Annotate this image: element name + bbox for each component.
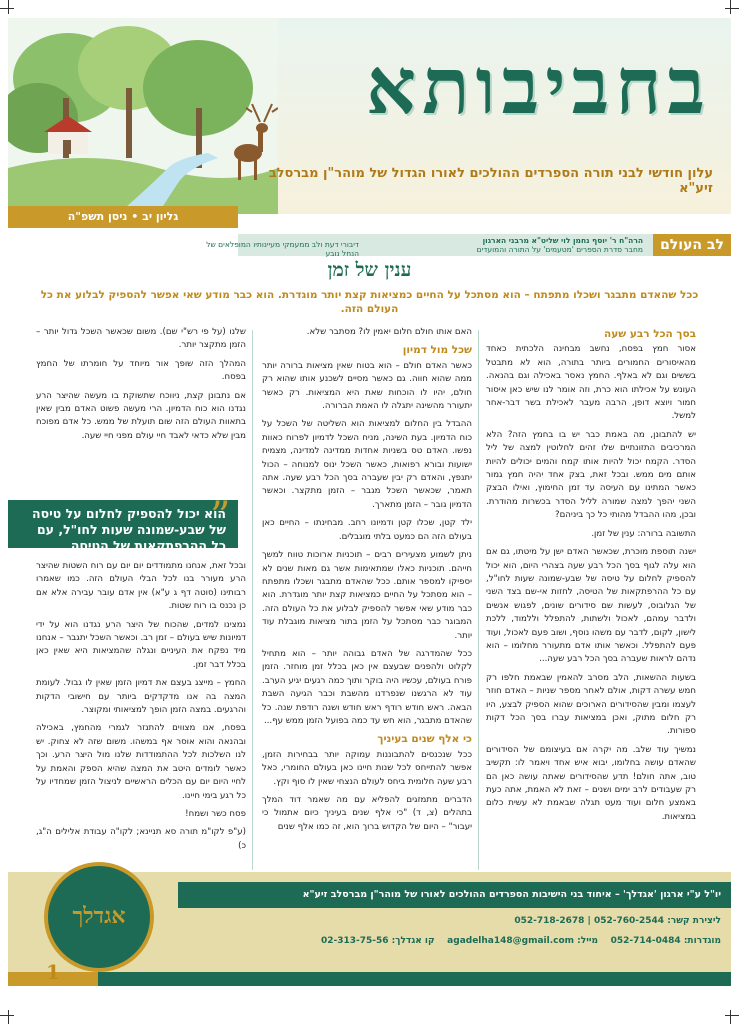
- quote-mark-icon: ”: [210, 494, 231, 540]
- paragraph: (ע"פ לקו"מ תורה סא תניינא; לקו"ה עבודת אלילים ה"ג, כ): [36, 827, 246, 851]
- organization-logo: אגדלך: [44, 862, 154, 972]
- article-column-right: [486, 326, 696, 870]
- paragraph: ההבדל בין החלום למציאות הוא השליטה של השכל על כוח הדמיון. בעת השינה, מניח השכל לדמיון לפרוח כאוות נפשו. האדם טס בשניות אחדות ממדינה למדינה, מצמיח ישועות ובורא רפואות, כאשר השכל ינוס למנוחה – הכול יתנפץ, והאדם רק יבין שעברה בסך הכל רבע שעה. אתה תאמר, שכאשר השכל מגבר – הזמן מתקצר. וכאשר הדמיון גובר – הזמן מתארך.: [262, 419, 472, 510]
- footer-details: [321, 936, 721, 946]
- forest-scene-illustration: [8, 18, 278, 214]
- paragraph: ישנה תוספת מוכרת, שכאשר האדם ישן על מיטתו, גם אם הוא עלה לגוף בסך הכל רבע שעה בצהרי היום, הוא יכול להספיק לחלום על טיסה של שבע-שמונה שעות לחו"ל, עם כל ההרפתקאות של הטיסה, לחזות אי-שם בצד השני של הגלובוס, לעשות שם סידורים שונים, לפגוש אנשים ולדבר עמהם, לאכול ולשתות, להתפלל וללמוד, ללכת לישון, לקום, לדבר עם משהו נוסף, ושוב פעם לאכול, ועוד פעם להתפלל. וכאשר אותו אדם מתעורר מחלומו – הוא נדהם לראות שעברה בסך הכל רבע שעה...: [486, 547, 696, 665]
- author-name: הרה"ח ר' יוסף נחמן לוי שליט"א מרבני הארגון: [482, 236, 643, 245]
- paragraph: ילד קטן, שכלו קטן ודמיונו רחב. מבחינתו – החיים כאן בעולם הזה הם כמעט בלתי מוגבלים.: [262, 518, 472, 542]
- paragraph: בשעות ההשאות, הלב מסרב להאמין שבאמת חלפו רק חמש עשרה דקות, אולם לאחר מספר שניות – האדם חוזר לעצמו ומבין שהסידורים הארוכים שהוא הספיק לבצע, היו רק חלום מתוק, ואכן במציאות עברו בסך הכל דקות ספורות.: [486, 672, 696, 737]
- paragraph: שלנו (על פי רש"י שם). משום שכאשר השכל גדול יותר – הזמן מתקצר יותר.: [36, 327, 246, 351]
- issue-badge: גליון יב • ניסן תשפ"ה: [8, 206, 238, 228]
- crop-mark: [0, 1015, 14, 1016]
- article-lead: ככל שהאדם מתבגר ושכלו מתפתח – הוא מסתכל על החיים כמציאות קצת יותר מוגדרת. הוא כבר מודע שאי אפשר להספיק לבלוע את כל העולם הזה.: [40, 289, 699, 315]
- bottom-stripe: [8, 972, 731, 986]
- email-link[interactable]: מייל: agadelha148@gmail.com: [447, 936, 599, 946]
- paragraph: נמשיך עוד שלב. מה יקרה אם בעיצומם של הסידורים שהאדם עושה בחלומו, יבוא איש אחד ויאמר לו: תקשיב טוב, אתה חולם! תדע שהסידורים שאתה עושה כאן הם רק שעבודים לרב ימים ושנים – זאת לא האמת, אתה כעת באמצע חלום ועוד מעט תגלה שבאמת לא עשית כלום במציאות.: [486, 744, 696, 822]
- paragraph: כאשר האדם חולם – הוא בטוח שאין מציאות ברורה יותר ממה שהוא חווה. גם כאשר מסיים לשכנע אותו שהוא רק חולם, יהיו לו הוכחות שאת היא המציאות. רק כאשר יתעורר מהשינה יתגלה לו האמת הברורה.: [262, 360, 472, 412]
- paragraph: המהלך הזה שופך אור מיוחד על חומרתו של החמץ בפסח.: [36, 358, 246, 383]
- author-subtitle: מחבר סדרת הספרים 'מטעמים' על התורה והמועדים: [476, 245, 643, 254]
- article-column-left-top: [36, 326, 246, 502]
- paragraph: פסח כשר ושמח!: [185, 808, 246, 819]
- paragraph: ניתן לשמוע מצעירים רבים – תוכניות ארוכות טווח למשך חייהם. תוכניות כאלו שמתאימות אשר גם מאות שנים לא יספיקו למספר אותם. ככל שהאדם מתבגר ושכלו מתפתח – הוא מסתכל על החיים כמציאות קצת יותר מוגדרת. הוא כבר מודע שאי אפשר להספיק לבלוע את כל העולם הזה. המבוגר כבר מסתכל על הזמן בתור מציאות מוגבלת עוד יותר.: [262, 550, 472, 641]
- paragraph: ככל שנכנסים להתבוננות עמוקה יותר בבחירות הזמן, אפשר להתייחס לכל שנות חיינו כאן בעולם החומרי, כאל רבע שעה חלומית ביחס לעולם הנצחי שאין לו סוף וקץ.: [262, 749, 472, 787]
- paragraph: החמץ – מייצג בעצם את דמיון הזמן שאין לו גבול. לעומת המצה בה אנו מדקדקים ביותר עם חישובי הדקות והרגעים. במצה הזמן הופך למציאותי ומקוצר.: [36, 678, 246, 716]
- paragraph: הדברים מתמזגים להפליא עם מה שאמר דוד המלך בתהלים (צ, ד) "כי אלף שנים בעיניך כיום אתמול כי יעבור" – היום של הקדוש ברוך הוא, זה כמו אלף שנים: [262, 795, 472, 832]
- page-number: 1: [46, 960, 60, 984]
- paragraph: יש להתבונן, מה באמת כבר יש בו בחמץ הזה? הלא המרכיבים התזונתיים שלו זהים לחלוטין למצה של ליל הסדר. הקמח יכול להיות אותו קמח והמים יכולים להיות אותם מים ממש. ובכל זאת, בצק אחד יהיה חמץ גמור כאשר המתינו עם העיסה עד זמן החימוץ, ואילו הבצק השני יהפך למצה שמורה לליל הסדר בכשרות מהודרת. ובכן, מהו ההבדל מהותי כל כך ביניהם?: [486, 429, 696, 521]
- crop-mark: [0, 8, 14, 9]
- pull-quote: הוא יכול להספיק לחלום על טיסה של שבע-שמונה שעות לחו"ל, עם כל ההרפתקאות של הטיסה: [8, 500, 238, 548]
- section-tag: לב העולם: [653, 234, 731, 256]
- paragraph: אסור חמץ בפסח, נחשב מבחינה הלכתית כאחד מהאיסורים החמורים ביותר בתורה, הוא לא מתבטל בששים וגם לא באלף. החמץ נאסר באכילה וגם בהנאה. העונש על אכילתו הוא כרת, וזה אומר לנו שיש כאן איסור חמור ויוצא דופן, הרבה מעבר לאכילת בשר דבר-אחר למשל.: [486, 344, 696, 422]
- subheading: בסך הכל רבע שעה: [604, 328, 696, 340]
- crop-mark: [725, 8, 739, 9]
- crop-mark: [8, 1010, 9, 1024]
- column-divider: [252, 330, 253, 870]
- paragraph: בפסח, אנו מצווים להתנזר לגמרי מהחמץ, באכילה ובהנאה והוא אוסר אף במשהו. משום שזה לא צחוק. יש לנו השלכות לכל ההתמודדות שלנו מול היצר הרע. וכך כאשר לומדים היטב את המצה שהיא הספק והאמת על לחיי היום יום עם הכלים הראשיים לניצול הזמן שמחדיו על כל רגע בימי חיינו.: [36, 723, 246, 801]
- footer-contact: [514, 916, 721, 926]
- article-column-middle: [262, 326, 472, 870]
- paragraph: ובכל זאת, אנחנו מתמודדים יום יום עם רוח השטות שהיצר הרע מעורר בנו לכל הבלי העולם הזה. כמו שאמרו רבותינו (סוטה דף ג ע"א) אין אדם עובר עבירה אלא אם כן נכנס בו רוח שטות.: [36, 561, 246, 612]
- article-title: ענין של זמן: [327, 259, 412, 281]
- crop-mark: [730, 1010, 731, 1024]
- crop-mark: [730, 0, 731, 14]
- section-header: [206, 234, 731, 258]
- paragraph: אם נתבונן קצת, ניווכח שתשוקת בו מעשה שהיצר הרע נגדנו הוא כוח הדמיון. הרי מעשה פשוט האדם מבין שאין בתאוות העולם הזה שום תועלת של ממש. כל אדם מפוכח מבין שלא כדאי לאבד חיי עולם מפני חיי שעה.: [36, 390, 246, 441]
- masthead: [8, 18, 731, 214]
- paragraph: התשובה ברורה: ענין של זמן.: [591, 528, 696, 539]
- subheading: שכל מול דמיון: [402, 344, 472, 357]
- paragraph: נמצינו למדים, שהכוח של היצר הרע נגדנו הוא על ידי דמיונות שיש בעולם – זמן רב. וכאשר השכל יתגבר – אנחנו מיד נפקח את העיניים ונגלה שהמציאות היא שאין כאן בכלל דבר זמן.: [36, 619, 246, 670]
- newsletter-subtitle: עלון חודשי לבני תורה הספרדים ההולכים לאורו הגדול של מוהר"ן מברסלב זיע"א: [268, 166, 713, 196]
- donations-phone: מוגדרות: 052-714-0484: [610, 936, 721, 946]
- paragraph: ככל שהמדרגה של האדם גבוהה יותר – הוא מתחיל לקלוט ולהפנים שבעצם אין כאן בכלל זמן מוחזר. הזמן פורח בעולם, עכשיו היה בוקר ותוך כמה רגעים יגיע הערב. עוד לא הרגשנו שנפרדנו מהשבת וכבר הגיעה השבת הבאה. ראש חודש רודף ראש חודש ושנה רודפת שנה. כל שהאדם מתבגר, הוא חש עד כמה בפועל הזמן ממש עף...: [262, 648, 472, 726]
- article-column-left-bottom: [36, 560, 246, 870]
- kav-phone: קו אגדלך: 02-313-75-56: [320, 936, 435, 946]
- paragraph: האם אותו חולם חלום יאמין לו? מסתבר שלא.: [306, 327, 472, 337]
- newsletter-title: בחביבותא: [366, 41, 711, 132]
- crop-mark: [8, 0, 9, 14]
- section-description: דיבורי דעת ולב ממעמקי מעיינותיו המופלאים של הנחל נובע: [206, 240, 359, 258]
- author-line: [363, 236, 643, 254]
- column-divider: [478, 330, 479, 870]
- crop-mark: [725, 1015, 739, 1016]
- subheading: כי אלף שנים בעיניך: [377, 733, 472, 746]
- contact-label: ליצירת קשר:: [667, 916, 721, 926]
- footer-org: יו"ל ע"י ארגון 'אגדלך' – איחוד בני הישיבות הספרדים ההולכים לאורו של מוהר"ן מברסלב זיע"א: [178, 882, 731, 908]
- contact-phones: 052-760-2544 | 052-718-2678: [514, 916, 665, 926]
